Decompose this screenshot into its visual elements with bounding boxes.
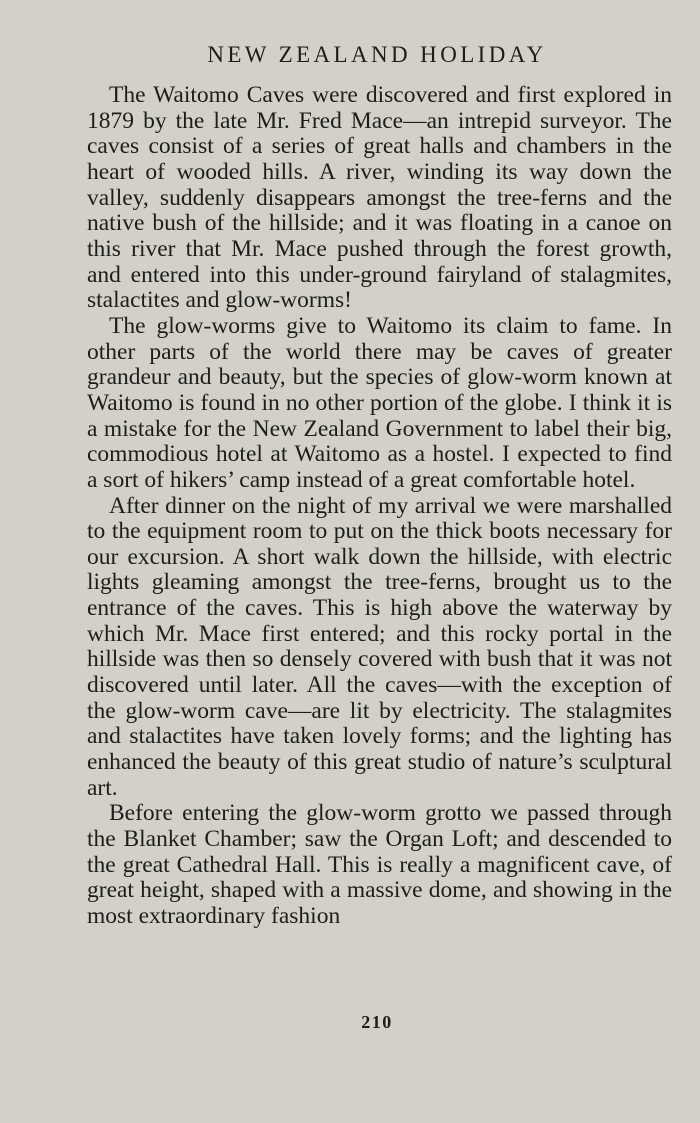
page-number: 210 xyxy=(361,1012,393,1032)
paragraph-2: The glow-worms give to Waitomo its claim to fame. In other parts of the world there may be caves of greater grandeur and beauty, but the species of glow-worm known at Waitomo is found in no other portion of the globe. I think it is a mistake for the New Zealand Government to label their big, commodious hotel at Waitomo as a hostel. I expected to find a sort of hikers’ camp instead of a great comfortable hotel. xyxy=(87,312,672,493)
paragraph-4: Before entering the glow-worm grotto we passed through the Blanket Chamber; saw the Organ Loft; and descended to the great Cathedral Hall. This is really a magnificent cave, of great height, shaped with a massive dome, and showing in the most extraordinary fashion xyxy=(87,800,672,929)
paragraph-1: The Waitomo Caves were discovered and first explored in 1879 by the late Mr. Fred Mace—an intrepid surveyor. The caves consist of a series of great halls and chambers in the heart of wooded hills. A river, winding its way down the valley, suddenly disappears amongst the tree-ferns and the native bush of the hillside; and it was floating in a canoe on this river that Mr. Mace pushed through the forest growth, and entered into this under-ground fairyland of stalagmites, stalactites and glow-worms! xyxy=(87,82,672,314)
body-text xyxy=(87,83,672,930)
paragraph-3: After dinner on the night of my arrival we were marshalled to the equipment room to put on the thick boots necessary for our excursion. A short walk down the hillside, with electric lights gleaming amongst the tree-ferns, brought us to the entrance of the caves. This is high above the waterway by which Mr. Mace first entered; and this rocky portal in the hillside was then so densely covered with bush that it was not discovered until later. All the caves—with the exception of the glow-worm cave—are lit by electricity. The stalagmites and stalactites have taken lovely forms; and the lighting has enhanced the beauty of this great studio of nature’s sculptural art. xyxy=(87,492,672,801)
running-head: NEW ZEALAND HOLIDAY xyxy=(207,42,547,67)
